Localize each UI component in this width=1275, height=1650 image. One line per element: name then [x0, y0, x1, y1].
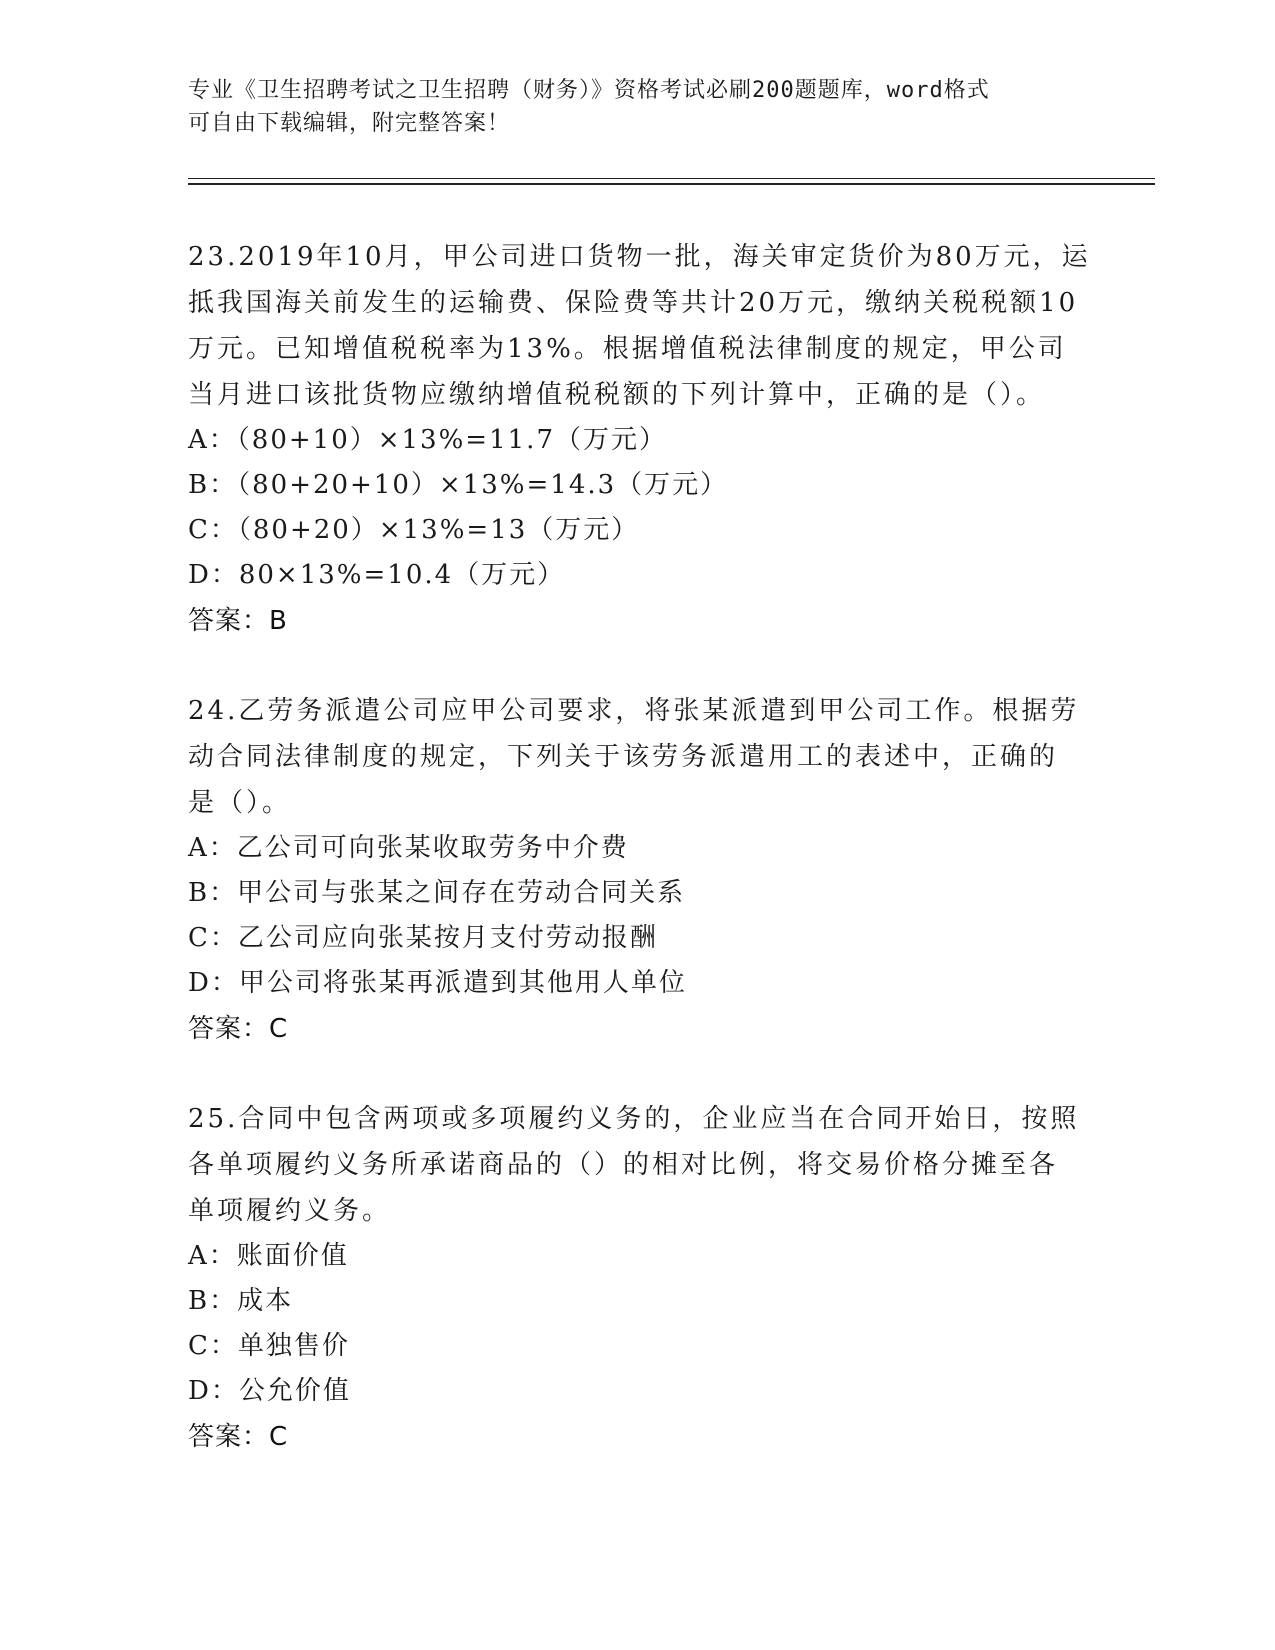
question-stem [188, 234, 1091, 418]
question-24 [188, 688, 1088, 1052]
question-stem [188, 688, 1088, 826]
question-23 [188, 234, 1091, 644]
stem-line: 动合同法律制度的规定，下列关于该劳务派遣用工的表述中，正确的 [188, 742, 1059, 772]
option-a: A：乙公司可向张某收取劳务中介费 [188, 833, 629, 863]
stem-line: 当月进口该批货物应缴纳增值税税额的下列计算中，正确的是（）。 [188, 380, 1046, 410]
stem-line: 24.乙劳务派遣公司应甲公司要求，将张某派遣到甲公司工作。根据劳 [188, 696, 1080, 726]
document-header [188, 74, 1088, 140]
option-c: C：（80+20）×13%=13（万元） [188, 515, 640, 545]
question-stem [188, 1096, 1088, 1234]
header-divider-thin [188, 178, 1155, 179]
question-25 [188, 1096, 1088, 1460]
option-c: C：乙公司应向张某按月支付劳动报酬 [188, 923, 658, 953]
option-b: B：（80+20+10）×13%=14.3（万元） [188, 470, 729, 500]
option-d: D：80×13%=10.4（万元） [188, 560, 566, 590]
stem-line: 25.合同中包含两项或多项履约义务的，企业应当在合同开始日，按照 [188, 1104, 1080, 1134]
option-d: D：公允价值 [188, 1376, 351, 1406]
header-line-1: 专业《卫生招聘考试之卫生招聘（财务）》资格考试必刷200题题库，word格式 [188, 78, 990, 103]
header-line-2: 可自由下载编辑，附完整答案！ [188, 111, 511, 136]
option-b: B：成本 [188, 1286, 294, 1316]
answer-label: 答案：C [188, 1014, 289, 1044]
stem-line: 是（）。 [188, 788, 292, 818]
stem-line: 单项履约义务。 [188, 1196, 392, 1226]
option-d: D：甲公司将张某再派遣到其他用人单位 [188, 968, 687, 998]
option-c: C：单独售价 [188, 1331, 350, 1361]
stem-line: 23.2019年10月，甲公司进口货物一批，海关审定货价为80万元，运 [188, 242, 1091, 272]
option-b: B：甲公司与张某之间存在劳动合同关系 [188, 878, 686, 908]
stem-line: 各单项履约义务所承诺商品的（）的相对比例，将交易价格分摊至各 [188, 1150, 1059, 1180]
answer-label: 答案：C [188, 1422, 289, 1452]
stem-line: 万元。已知增值税税率为13%。根据增值税法律制度的规定，甲公司 [188, 334, 1067, 364]
answer-label: 答案：B [188, 606, 288, 636]
header-divider-thick [188, 183, 1155, 185]
option-a: A：（80+10）×13%=11.7（万元） [188, 425, 667, 455]
option-a: A：账面价值 [188, 1241, 349, 1271]
stem-line: 抵我国海关前发生的运输费、保险费等共计20万元，缴纳关税税额10 [188, 288, 1079, 318]
